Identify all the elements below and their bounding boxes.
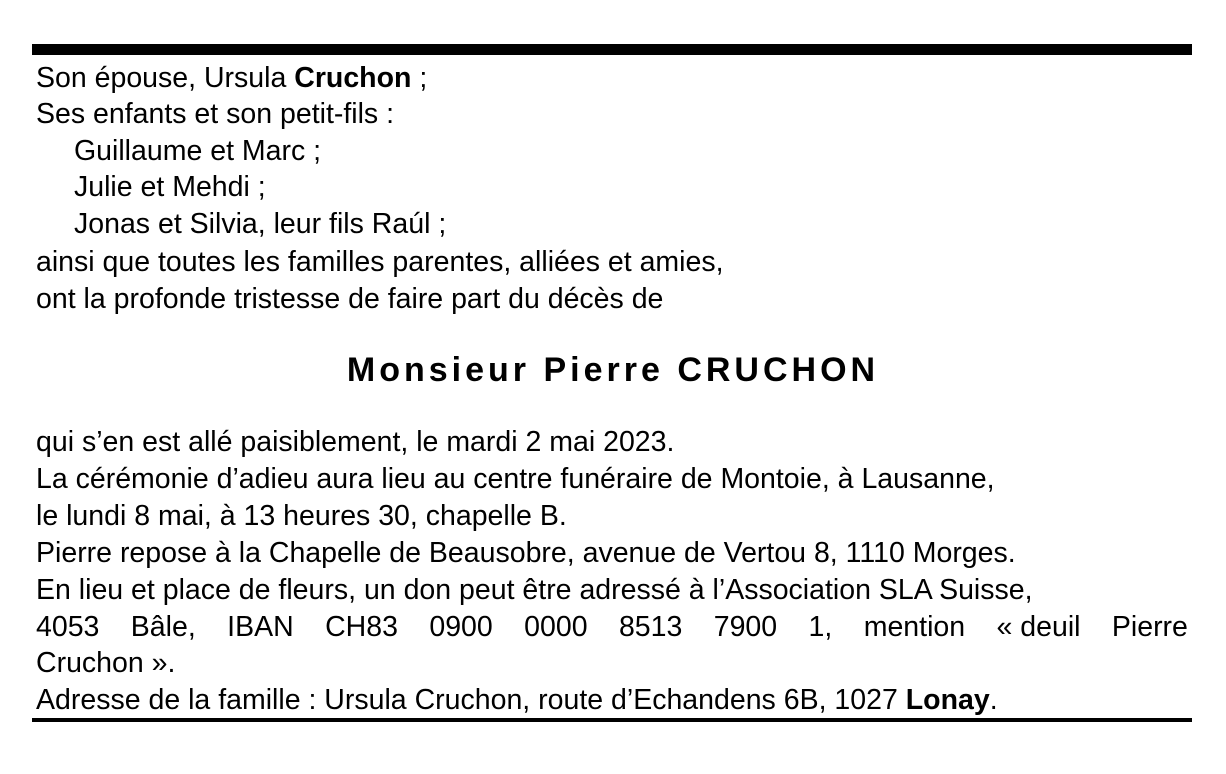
intro-line-families: ainsi que toutes les familles parentes, alliées et amies, — [36, 246, 724, 278]
detail-line-mention-end: Cruchon ». — [36, 647, 176, 679]
iban-word: IBAN — [227, 611, 294, 643]
spouse-surname: Cruchon — [294, 62, 412, 94]
iban-word: CH83 — [325, 611, 398, 643]
detail-line-ceremony: La cérémonie d’adieu aura lieu au centre funéraire de Montoie, à Lausanne, — [36, 463, 995, 495]
iban-word: Bâle, — [130, 611, 196, 643]
address-town: Lonay — [905, 684, 990, 716]
iban-word: 8513 — [618, 611, 683, 643]
intro-line-spouse — [36, 60, 427, 96]
child-line: Jonas et Silvia, leur fils Raúl ; — [74, 208, 447, 240]
detail-line-family-address — [36, 682, 998, 718]
child-line: Guillaume et Marc ; — [74, 135, 322, 167]
intro-line-announcement: ont la profonde tristesse de faire part du décès de — [36, 283, 664, 315]
iban-word: 0900 — [429, 611, 493, 643]
detail-line-iban — [36, 609, 1188, 645]
iban-word: 0000 — [524, 611, 588, 643]
spouse-prefix: Son épouse, Ursula — [36, 62, 295, 94]
iban-word: 7900 — [713, 611, 778, 643]
deceased-name: Monsieur Pierre CRUCHON — [346, 351, 880, 389]
address-prefix: Adresse de la famille : Ursula Cruchon, route d’Echandens 6B, 1027 — [36, 684, 906, 716]
detail-line-passing: qui s’en est allé paisiblement, le mardi 2 mai 2023. — [36, 426, 675, 458]
child-line: Julie et Mehdi ; — [74, 171, 266, 203]
intro-line-children-heading: Ses enfants et son petit-fils : — [36, 98, 395, 130]
bottom-rule — [32, 718, 1192, 722]
detail-line-resting-place: Pierre repose à la Chapelle de Beausobre, avenue de Vertou 8, 1110 Morges. — [36, 537, 1016, 569]
iban-word: 1, — [808, 611, 833, 643]
top-rule — [32, 44, 1192, 55]
iban-word: 4053 — [36, 611, 100, 643]
spouse-suffix: ; — [411, 62, 428, 94]
iban-word: « deuil — [996, 611, 1081, 643]
iban-word: Pierre — [1111, 611, 1188, 643]
detail-line-ceremony-date: le lundi 8 mai, à 13 heures 30, chapelle B. — [36, 500, 567, 532]
address-suffix: . — [989, 684, 998, 716]
iban-word: mention — [863, 611, 966, 643]
detail-line-donation: En lieu et place de fleurs, un don peut être adressé à l’Association SLA Suisse, — [36, 574, 1033, 606]
